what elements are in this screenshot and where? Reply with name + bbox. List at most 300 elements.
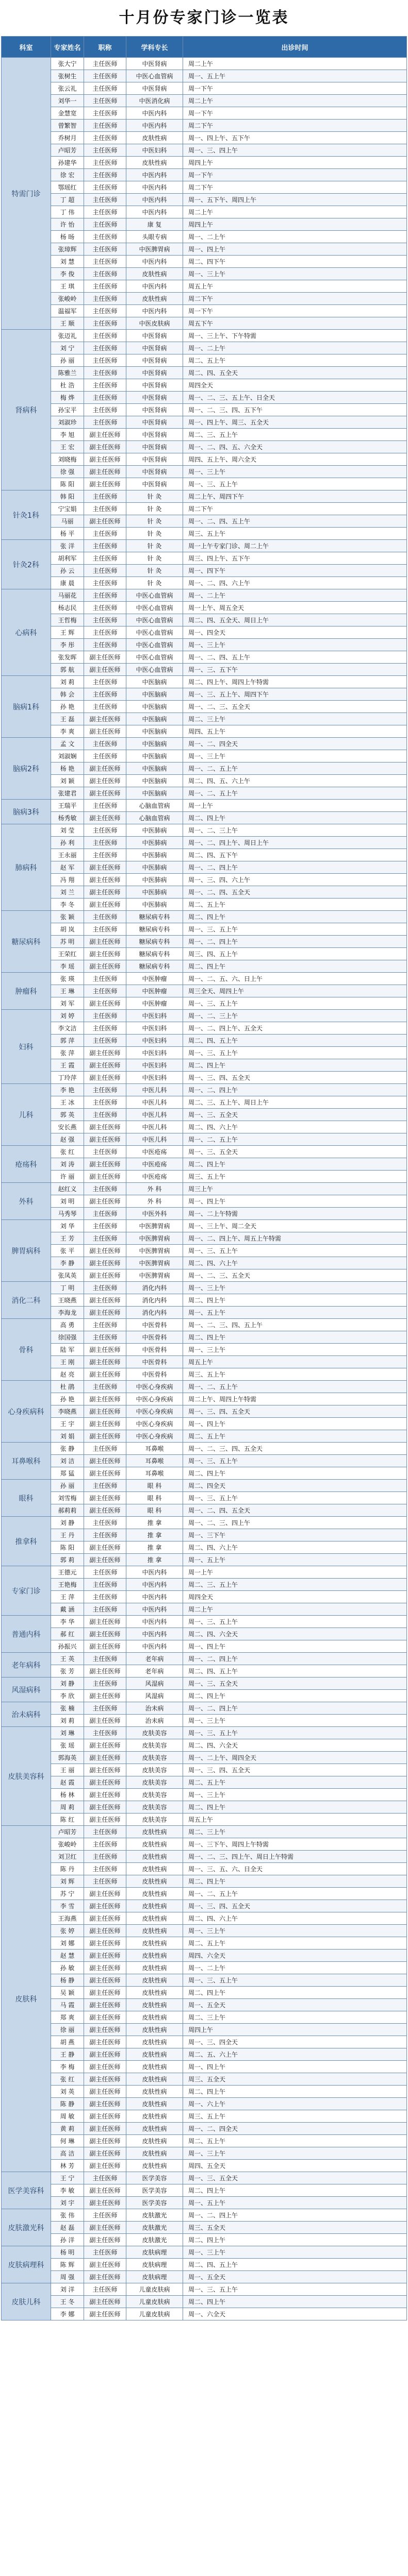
title-cell: 主任医师 xyxy=(84,392,126,404)
title-cell: 副主任医师 xyxy=(84,899,126,911)
specialty-cell: 中医脑病 xyxy=(126,738,183,750)
title-cell: 副主任医师 xyxy=(84,1776,126,1789)
expert-name-cell: 王晓燕 xyxy=(51,1294,84,1307)
clinic-time-cell: 周三全天、周四上午 xyxy=(183,985,407,997)
table-row xyxy=(2,664,407,676)
specialty-cell: 中医疮疡 xyxy=(126,1146,183,1158)
specialty-cell: 中医内科 xyxy=(126,1566,183,1579)
expert-name-cell: 郝莉莉 xyxy=(51,1504,84,1517)
clinic-time-cell: 周二、五上午 xyxy=(183,1776,407,1789)
specialty-cell: 眼 科 xyxy=(126,1504,183,1517)
expert-name-cell: 张璋辉 xyxy=(51,243,84,256)
expert-name-cell: 刘 军 xyxy=(51,997,84,1010)
table-row xyxy=(2,1220,407,1232)
specialty-cell: 中医妇科 xyxy=(126,144,183,157)
clinic-time-cell: 周二、四上午 xyxy=(183,1331,407,1344)
table-row xyxy=(2,886,407,899)
clinic-time-cell: 周二、四上午 xyxy=(183,2296,407,2308)
table-row xyxy=(2,1925,407,1937)
specialty-cell: 中医内科 xyxy=(126,280,183,293)
table-row xyxy=(2,1579,407,1591)
expert-name-cell: 马 霞 xyxy=(51,1999,84,2011)
title-cell: 副主任医师 xyxy=(84,2296,126,2308)
table-row xyxy=(2,1059,407,1072)
table-row xyxy=(2,1393,407,1405)
expert-name-cell: 赵 霞 xyxy=(51,1776,84,1789)
table-row xyxy=(2,1566,407,1579)
table-row xyxy=(2,1838,407,1851)
table-row xyxy=(2,1368,407,1381)
title-cell: 副主任医师 xyxy=(84,2184,126,2197)
table-row xyxy=(2,589,407,602)
title-cell: 主任医师 xyxy=(84,293,126,305)
title-cell: 主任医师 xyxy=(84,577,126,589)
table-row xyxy=(2,923,407,936)
specialty-cell: 中医内科 xyxy=(126,1591,183,1603)
expert-name-cell: 刘淑珍 xyxy=(51,416,84,429)
department-cell: 脑病1科 xyxy=(2,676,51,738)
specialty-cell: 糖尿病专科 xyxy=(126,911,183,923)
specialty-cell: 儿童皮肤病 xyxy=(126,2296,183,2308)
specialty-cell: 中医脑病 xyxy=(126,775,183,787)
expert-name-cell: 赵 磊 xyxy=(51,2222,84,2234)
table-row xyxy=(2,1690,407,1702)
clinic-time-cell: 周一、三、四、五全天 xyxy=(183,1072,407,1084)
title-cell: 副主任医师 xyxy=(84,1665,126,1677)
table-row xyxy=(2,1072,407,1084)
clinic-time-cell: 周一、二、三、五全天 xyxy=(183,1269,407,1282)
table-row xyxy=(2,58,407,70)
expert-name-cell: 刘 静 xyxy=(51,1677,84,1690)
specialty-cell: 中医骨科 xyxy=(126,1368,183,1381)
expert-name-cell: 鄂瑶红 xyxy=(51,181,84,194)
specialty-cell: 中医脑病 xyxy=(126,713,183,725)
page-title: 十月份专家门诊一览表 xyxy=(119,9,289,27)
title-cell: 副主任医师 xyxy=(84,1999,126,2011)
title-cell: 主任医师 xyxy=(84,540,126,552)
clinic-time-cell: 周一、二、五上午 xyxy=(183,1381,407,1393)
table-row xyxy=(2,218,407,231)
expert-name-cell: 张 红 xyxy=(51,2073,84,2086)
title-cell: 主任医师 xyxy=(84,1220,126,1232)
clinic-time-cell: 周四、六全天 xyxy=(183,1950,407,1962)
specialty-cell: 中医骨科 xyxy=(126,1319,183,1331)
title-cell: 副主任医师 xyxy=(84,429,126,441)
clinic-time-cell: 周一、二、三、四、五上午 xyxy=(183,1319,407,1331)
table-row xyxy=(2,688,407,701)
title-cell: 副主任医师 xyxy=(84,1072,126,1084)
title-cell: 副主任医师 xyxy=(84,1789,126,1801)
specialty-cell: 中医肿瘤 xyxy=(126,997,183,1010)
clinic-time-cell: 周二、四上午 xyxy=(183,1294,407,1307)
table-row xyxy=(2,157,407,169)
title-cell: 主任医师 xyxy=(84,157,126,169)
table-row xyxy=(2,824,407,837)
clinic-time-cell: 周一、三上午 xyxy=(183,1715,407,1727)
table-row xyxy=(2,639,407,651)
table-row xyxy=(2,1492,407,1504)
specialty-cell: 儿童皮肤病 xyxy=(126,2308,183,2320)
department-cell: 皮肤儿科 xyxy=(2,2283,51,2320)
expert-name-cell: 周 莉 xyxy=(51,1801,84,1814)
clinic-time-cell: 周一、三、五上午 xyxy=(183,1047,407,1059)
table-row xyxy=(2,194,407,206)
clinic-time-cell: 周一、五上午 xyxy=(183,70,407,82)
title-cell: 副主任医师 xyxy=(84,1925,126,1937)
expert-name-cell: 刘 辉 xyxy=(51,1875,84,1888)
clinic-time-cell: 周一、五全天 xyxy=(183,1999,407,2011)
specialty-cell: 中医肺病 xyxy=(126,899,183,911)
specialty-cell: 消化内科 xyxy=(126,1294,183,1307)
table-row xyxy=(2,181,407,194)
table-row xyxy=(2,1739,407,1752)
clinic-time-cell: 周二、四上午 xyxy=(183,812,407,824)
department-cell: 皮肤激光科 xyxy=(2,2209,51,2246)
specialty-cell: 针 灸 xyxy=(126,540,183,552)
table-row xyxy=(2,2135,407,2147)
table-row xyxy=(2,1665,407,1677)
title-cell: 主任医师 xyxy=(84,1109,126,1121)
clinic-time-cell: 周一、三上午 xyxy=(183,466,407,478)
department-cell: 妇科 xyxy=(2,1010,51,1084)
expert-name-cell: 刘卫红 xyxy=(51,1851,84,1863)
title-cell: 主任医师 xyxy=(84,1677,126,1690)
expert-name-cell: 陈 红 xyxy=(51,1814,84,1826)
expert-name-cell: 孙 敏 xyxy=(51,1962,84,1974)
table-row xyxy=(2,1146,407,1158)
expert-name-cell: 丁 伟 xyxy=(51,206,84,218)
specialty-cell: 皮肤性病 xyxy=(126,1888,183,1900)
clinic-time-cell: 周一、二、三、五上午、日全天 xyxy=(183,392,407,404)
expert-name-cell: 王 宏 xyxy=(51,441,84,453)
title-cell: 主任医师 xyxy=(84,1232,126,1245)
table-row xyxy=(2,1603,407,1616)
expert-name-cell: 王 磊 xyxy=(51,713,84,725)
title-cell: 主任医师 xyxy=(84,1084,126,1096)
expert-name-cell: 王 刚 xyxy=(51,1356,84,1368)
table-row xyxy=(2,1851,407,1863)
clinic-time-cell: 周二、四全天 xyxy=(183,1480,407,1492)
table-row xyxy=(2,2234,407,2246)
specialty-cell: 糖尿病专科 xyxy=(126,936,183,948)
clinic-time-cell: 周一、二、四上午、周五上午特需 xyxy=(183,1232,407,1245)
expert-name-cell: 孙 利 xyxy=(51,837,84,849)
clinic-time-cell: 周一、三、五上午 xyxy=(183,923,407,936)
header-specialty: 学科专长 xyxy=(126,37,183,58)
title-cell: 副主任医师 xyxy=(84,2061,126,2073)
table-row xyxy=(2,1715,407,1727)
specialty-cell: 中医脑病 xyxy=(126,688,183,701)
specialty-cell: 中医消化病 xyxy=(126,95,183,107)
expert-name-cell: 张 楠 xyxy=(51,1702,84,1715)
table-row xyxy=(2,750,407,762)
title-cell: 副主任医师 xyxy=(84,725,126,738)
clinic-time-cell: 周一上午、周五全天 xyxy=(183,602,407,614)
specialty-cell: 治未病 xyxy=(126,1715,183,1727)
title-cell: 主任医师 xyxy=(84,243,126,256)
table-row xyxy=(2,1084,407,1096)
table-row xyxy=(2,775,407,787)
expert-name-cell: 徐 强 xyxy=(51,466,84,478)
title-cell: 主任医师 xyxy=(84,1208,126,1220)
table-row xyxy=(2,2024,407,2036)
specialty-cell: 中医妇科 xyxy=(126,1022,183,1035)
expert-name-cell: 陈 丹 xyxy=(51,1863,84,1875)
expert-name-cell: 郝 红 xyxy=(51,1628,84,1640)
table-row xyxy=(2,1381,407,1393)
specialty-cell: 中医内科 xyxy=(126,181,183,194)
title-cell: 主任医师 xyxy=(84,416,126,429)
clinic-time-cell: 周五上午 xyxy=(183,1814,407,1826)
expert-name-cell: 郭 航 xyxy=(51,664,84,676)
title-cell: 主任医师 xyxy=(84,1591,126,1603)
table-row xyxy=(2,1455,407,1467)
expert-name-cell: 王 辉 xyxy=(51,626,84,639)
title-cell: 副主任医师 xyxy=(84,1739,126,1752)
table-row xyxy=(2,392,407,404)
title-cell: 副主任医师 xyxy=(84,1356,126,1368)
expert-name-cell: 张 洋 xyxy=(51,540,84,552)
title-cell: 主任医师 xyxy=(84,144,126,157)
expert-name-cell: 王哲梅 xyxy=(51,614,84,626)
clinic-time-cell: 周二、四上午 xyxy=(183,1467,407,1480)
clinic-time-cell: 周一、四上午 xyxy=(183,1195,407,1208)
title-cell: 主任医师 xyxy=(84,1566,126,1579)
table-row xyxy=(2,1912,407,1925)
department-cell: 脑病2科 xyxy=(2,738,51,800)
clinic-time-cell: 周一、四上午 xyxy=(183,1418,407,1430)
specialty-cell: 中医心血管病 xyxy=(126,639,183,651)
specialty-cell: 皮肤性病 xyxy=(126,1912,183,1925)
table-row xyxy=(2,1591,407,1603)
department-cell: 眼科 xyxy=(2,1480,51,1517)
clinic-time-cell: 周一、二、四、五上午 xyxy=(183,651,407,664)
specialty-cell: 中医内科 xyxy=(126,1616,183,1628)
table-row xyxy=(2,70,407,82)
clinic-time-cell: 周二、三上午 xyxy=(183,713,407,725)
title-cell: 主任医师 xyxy=(84,107,126,120)
title-cell: 副主任医师 xyxy=(84,1171,126,1183)
expert-name-cell: 孙 丽 xyxy=(51,1480,84,1492)
clinic-time-cell: 周一、二、三、四上午、周日上午特需 xyxy=(183,1851,407,1863)
specialty-cell: 皮肤性病 xyxy=(126,2024,183,2036)
clinic-time-cell: 周一、三、四、五全天 xyxy=(183,1405,407,1418)
expert-name-cell: 陈 阳 xyxy=(51,478,84,490)
specialty-cell: 中医心血管病 xyxy=(126,70,183,82)
specialty-cell: 中医心身疾病 xyxy=(126,1418,183,1430)
title-cell: 副主任医师 xyxy=(84,1418,126,1430)
clinic-time-cell: 周二、四、五全天 xyxy=(183,367,407,379)
specialty-cell: 糖尿病专科 xyxy=(126,923,183,936)
clinic-time-cell: 周一、三上午、下午特需 xyxy=(183,330,407,342)
title-cell: 主任医师 xyxy=(84,849,126,861)
specialty-cell: 皮肤性病 xyxy=(126,2061,183,2073)
specialty-cell: 皮肤性病 xyxy=(126,293,183,305)
title-cell: 主任医师 xyxy=(84,206,126,218)
table-row xyxy=(2,985,407,997)
specialty-cell: 皮肤激光 xyxy=(126,2234,183,2246)
expert-name-cell: 张建君 xyxy=(51,787,84,800)
clinic-time-cell: 周一、三、五全天 xyxy=(183,1109,407,1121)
specialty-cell: 风湿病 xyxy=(126,1677,183,1690)
expert-name-cell: 张大宁 xyxy=(51,58,84,70)
expert-name-cell: 温福军 xyxy=(51,305,84,317)
expert-name-cell: 韩 阳 xyxy=(51,490,84,503)
expert-name-cell: 刘 颖 xyxy=(51,775,84,787)
expert-name-cell: 高 勇 xyxy=(51,1319,84,1331)
clinic-time-cell: 周一、三上午 xyxy=(183,2246,407,2259)
expert-name-cell: 乔树月 xyxy=(51,132,84,144)
expert-name-cell: 刘晓梅 xyxy=(51,453,84,466)
clinic-time-cell: 周二、四上午、周四上午特需 xyxy=(183,676,407,688)
specialty-cell: 中医妇科 xyxy=(126,1072,183,1084)
table-row xyxy=(2,1133,407,1146)
title-cell: 主任医师 xyxy=(84,985,126,997)
table-row xyxy=(2,1121,407,1133)
title-cell: 副主任医师 xyxy=(84,1950,126,1962)
clinic-time-cell: 周四全天 xyxy=(183,379,407,392)
title-cell: 副主任医师 xyxy=(84,1640,126,1653)
title-cell: 副主任医师 xyxy=(84,1628,126,1640)
clinic-time-cell: 周一、二、四全天 xyxy=(183,738,407,750)
clinic-time-cell: 周四、五全天 xyxy=(183,2160,407,2172)
expert-name-cell: 张树生 xyxy=(51,70,84,82)
expert-name-cell: 李 欣 xyxy=(51,1690,84,1702)
specialty-cell: 中医内科 xyxy=(126,1603,183,1616)
title-cell: 副主任医师 xyxy=(84,960,126,973)
title-cell: 副主任医师 xyxy=(84,2259,126,2271)
expert-name-cell: 吴 颖 xyxy=(51,1987,84,1999)
clinic-time-cell: 周一下午 xyxy=(183,305,407,317)
clinic-time-cell: 周二下午 xyxy=(183,503,407,515)
clinic-time-cell: 周二、五上午 xyxy=(183,1430,407,1443)
expert-name-cell: 杨 平 xyxy=(51,528,84,540)
table-row xyxy=(2,973,407,985)
title-cell: 副主任医师 xyxy=(84,1294,126,1307)
specialty-cell: 中医疮疡 xyxy=(126,1158,183,1171)
specialty-cell: 糖尿病专科 xyxy=(126,960,183,973)
expert-name-cell: 王瑞平 xyxy=(51,800,84,812)
table-row xyxy=(2,1183,407,1195)
clinic-time-cell: 周二上午 xyxy=(183,95,407,107)
clinic-time-cell: 周一、三、五上午 xyxy=(183,1245,407,1257)
title-cell: 主任医师 xyxy=(84,1517,126,1529)
table-row xyxy=(2,1900,407,1912)
specialty-cell: 中医脑病 xyxy=(126,725,183,738)
table-row xyxy=(2,1814,407,1826)
table-row xyxy=(2,1158,407,1171)
department-cell: 消化二科 xyxy=(2,1282,51,1319)
specialty-cell: 皮肤美容 xyxy=(126,1776,183,1789)
expert-name-cell: 孙 丽 xyxy=(51,354,84,367)
specialty-cell: 心脑血管病 xyxy=(126,800,183,812)
expert-name-cell: 康 晨 xyxy=(51,577,84,589)
table-row xyxy=(2,132,407,144)
table-row xyxy=(2,429,407,441)
title-cell: 副主任医师 xyxy=(84,1801,126,1814)
expert-name-cell: 刘 明 xyxy=(51,1195,84,1208)
clinic-time-cell: 周一、四上午 xyxy=(183,243,407,256)
expert-name-cell: 杨秀敏 xyxy=(51,812,84,824)
clinic-time-cell: 周一、二、四上午 xyxy=(183,936,407,948)
table-row xyxy=(2,231,407,243)
title-cell: 副主任医师 xyxy=(84,1492,126,1504)
expert-name-cell: 杨 明 xyxy=(51,2246,84,2259)
department-cell: 糖尿病科 xyxy=(2,911,51,973)
title-cell: 主任医师 xyxy=(84,602,126,614)
table-row xyxy=(2,1541,407,1554)
specialty-cell: 中医心身疾病 xyxy=(126,1381,183,1393)
title-cell: 副主任医师 xyxy=(84,787,126,800)
expert-name-cell: 李 冬 xyxy=(51,899,84,911)
specialty-cell: 中医肾病 xyxy=(126,392,183,404)
specialty-cell: 中医外科 xyxy=(126,1208,183,1220)
table-row xyxy=(2,144,407,157)
specialty-cell: 皮肤美容 xyxy=(126,1739,183,1752)
table-row xyxy=(2,1467,407,1480)
expert-name-cell: 刘 琳 xyxy=(51,1727,84,1739)
specialty-cell: 皮肤性病 xyxy=(126,1987,183,1999)
table-row xyxy=(2,404,407,416)
specialty-cell: 皮肤性病 xyxy=(126,2160,183,2172)
clinic-time-cell: 周一、二、四、五、六全天 xyxy=(183,441,407,453)
title-cell: 主任医师 xyxy=(84,181,126,194)
title-cell: 副主任医师 xyxy=(84,1307,126,1319)
clinic-time-cell: 周一、二、三、五全天 xyxy=(183,701,407,713)
expert-name-cell: 王德元 xyxy=(51,1566,84,1579)
specialty-cell: 中医肿瘤 xyxy=(126,973,183,985)
specialty-cell: 中医内科 xyxy=(126,1640,183,1653)
title-cell: 主任医师 xyxy=(84,738,126,750)
expert-name-cell: 徐 丽 xyxy=(51,2024,84,2036)
table-row xyxy=(2,552,407,565)
clinic-time-cell: 周一、五上午 xyxy=(183,2197,407,2209)
table-row xyxy=(2,1554,407,1566)
clinic-time-cell: 周一、二、三、四上午 xyxy=(183,1517,407,1529)
expert-name-cell: 刘 英 xyxy=(51,2086,84,2098)
specialty-cell: 中医肾病 xyxy=(126,82,183,95)
expert-name-cell: 韩 会 xyxy=(51,688,84,701)
title-cell: 主任医师 xyxy=(84,256,126,268)
table-row xyxy=(2,2011,407,2024)
title-cell: 副主任医师 xyxy=(84,1541,126,1554)
specialty-cell: 中医肾病 xyxy=(126,416,183,429)
specialty-cell: 皮肤性病 xyxy=(126,1999,183,2011)
title-cell: 主任医师 xyxy=(84,70,126,82)
table-row xyxy=(2,1937,407,1950)
expert-name-cell: 张峻岭 xyxy=(51,1838,84,1851)
clinic-time-cell: 周一、三、五上午 xyxy=(183,1492,407,1504)
expert-name-cell: 李 敏 xyxy=(51,2184,84,2197)
title-cell: 主任医师 xyxy=(84,800,126,812)
table-row xyxy=(2,2246,407,2259)
specialty-cell: 中医脑病 xyxy=(126,750,183,762)
clinic-time-cell: 周一、二上午 xyxy=(183,342,407,354)
specialty-cell: 针 灸 xyxy=(126,490,183,503)
clinic-time-cell: 周一、三、四、五全天 xyxy=(183,1900,407,1912)
title-cell: 副主任医师 xyxy=(84,1245,126,1257)
title-cell: 副主任医师 xyxy=(84,2135,126,2147)
table-row xyxy=(2,2073,407,2086)
table-row xyxy=(2,95,407,107)
specialty-cell: 皮肤性病 xyxy=(126,1962,183,1974)
table-row xyxy=(2,1331,407,1344)
title-cell: 副主任医师 xyxy=(84,2110,126,2123)
title-cell: 主任医师 xyxy=(84,923,126,936)
title-cell: 主任医师 xyxy=(84,1480,126,1492)
title-cell: 副主任医师 xyxy=(84,664,126,676)
table-row xyxy=(2,1752,407,1764)
